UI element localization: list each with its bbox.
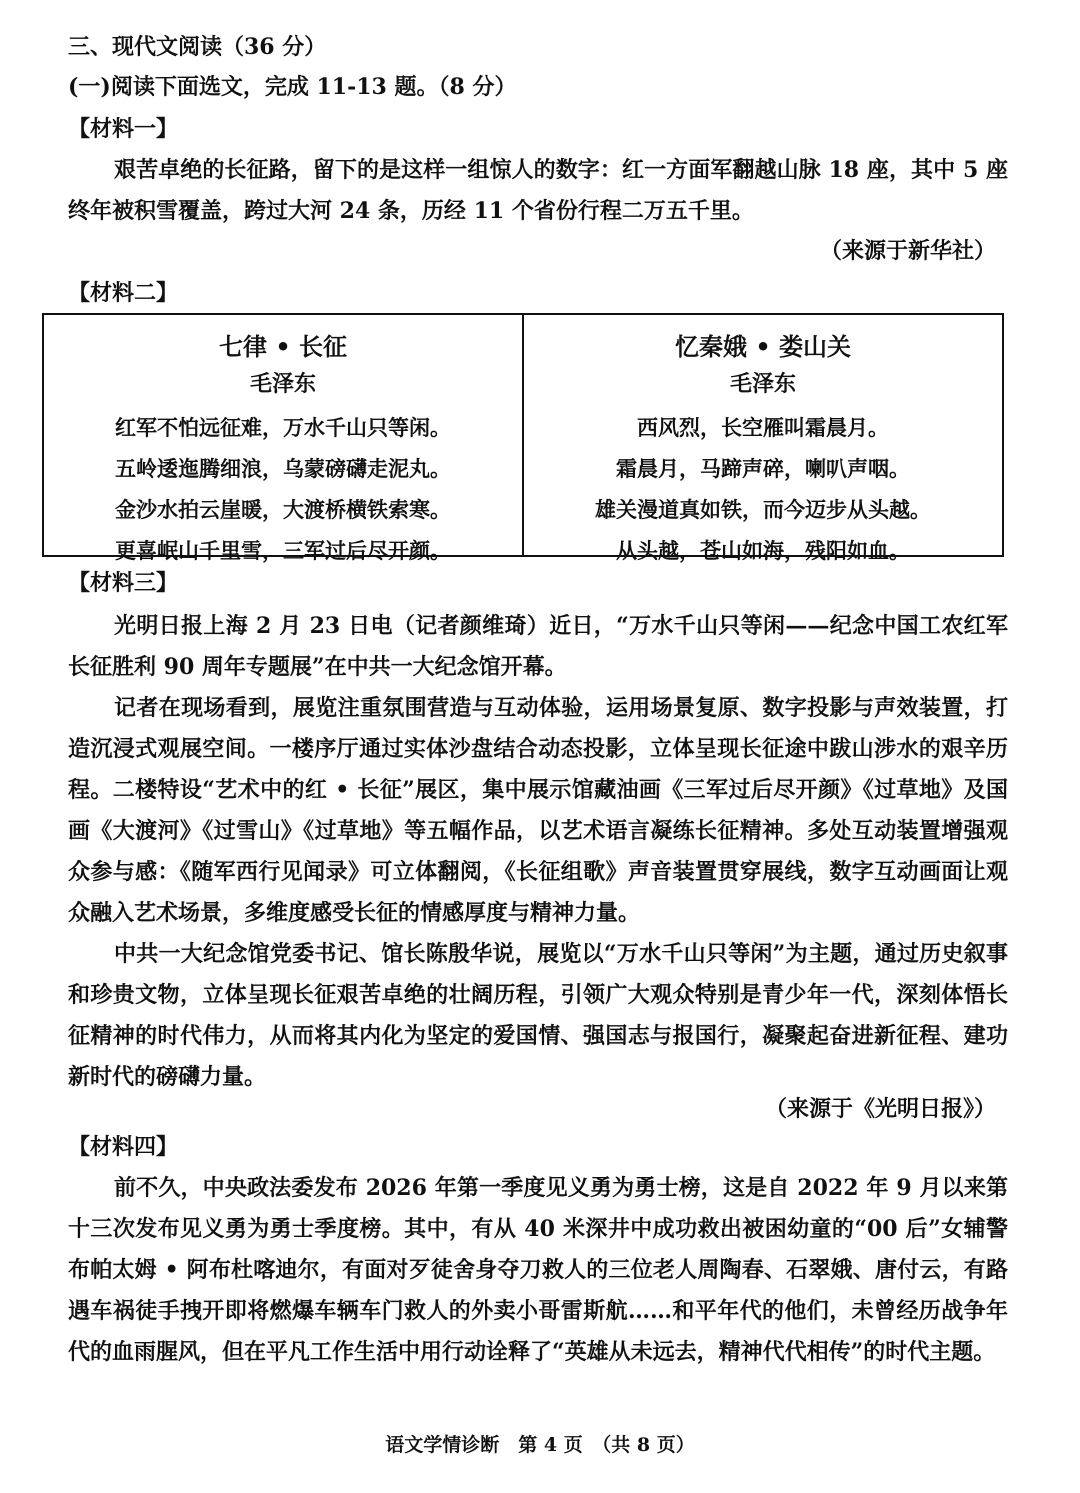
poem-author: 毛泽东 bbox=[729, 372, 796, 397]
material3-label: 【材料三】 bbox=[68, 570, 179, 596]
poem-title: 七律 • 长征 bbox=[218, 333, 348, 361]
material3-paragraph: 中共一大纪念馆党委书记、馆长陈殷华说，展览以“万水千山只等闲”为主题，通过历史叙事和珍贵文物，立体呈现长征艰苦卓绝的壮阔历程，引领广大观众特别是青少年一代，深刻体悟长征精神的时代伟力，从而将其内化为坚定的爱国情、强国志与报国行，凝聚起奋进新征程、建功新时代的磅礴力量。 bbox=[68, 941, 1008, 1090]
poem-lines bbox=[44, 407, 522, 571]
poem-line: 红军不怕远征难，万水千山只等闲。 bbox=[115, 415, 451, 440]
poem-line: 更喜岷山千里雪，三军过后尽开颜。 bbox=[115, 538, 451, 563]
poem-author: 毛泽东 bbox=[249, 372, 316, 397]
material3-paragraph: 光明日报上海 2 月 23 日电（记者颜维琦）近日，“万水千山只等闲——纪念中国工农红军长征胜利 90 周年专题展”在中共一大纪念馆开幕。 bbox=[68, 613, 1008, 680]
material2-label: 【材料二】 bbox=[68, 280, 179, 306]
poem-title: 忆秦娥 • 娄山关 bbox=[674, 333, 852, 361]
poem-lines bbox=[524, 407, 1002, 571]
material1-source: （来源于新华社） bbox=[819, 238, 996, 264]
material4-label: 【材料四】 bbox=[68, 1134, 179, 1160]
poem-changzheng bbox=[44, 315, 522, 563]
poem-line: 西风烈，长空雁叫霜晨月。 bbox=[637, 415, 889, 440]
material1-label: 【材料一】 bbox=[68, 116, 179, 142]
section-title: 三、现代文阅读（36 分） bbox=[68, 34, 327, 60]
material3-source: （来源于《光明日报》） bbox=[764, 1096, 996, 1122]
poem-line: 金沙水拍云崖暖，大渡桥横铁索寒。 bbox=[115, 497, 451, 522]
sub-title: (一)阅读下面选文，完成 11-13 题。（8 分） bbox=[68, 74, 517, 100]
poem-line: 从头越，苍山如海，残阳如血。 bbox=[616, 538, 910, 563]
poem-table bbox=[42, 313, 1004, 563]
poem-line: 霜晨月，马蹄声碎，喇叭声咽。 bbox=[616, 456, 910, 481]
page-footer: 语文学情诊断 第 4 页 （共 8 页） bbox=[385, 1434, 695, 1456]
material3-paragraph: 记者在现场看到，展览注重氛围营造与互动体验，运用场景复原、数字投影与声效装置，打造沉浸式观展空间。一楼序厅通过实体沙盘结合动态投影，立体呈现长征途中跋山涉水的艰辛历程。二楼特设“艺术中的红 • 长征”展区，集中展示馆藏油画《三军过后尽开颜》《过草地》及国画《大渡河》《过雪山》《过草地》等五幅作品，以艺术语言凝练长征精神。多处互动装置增强观众参与感：《随军西行见闻录》可立体翻阅，《长征组歌》声音装置贯穿展线，数字互动画面让观众融入艺术场景，多维度感受长征的情感厚度与精神力量。 bbox=[68, 695, 1008, 926]
poem-loushanguan bbox=[522, 315, 1002, 563]
material1-text: 艰苦卓绝的长征路，留下的是这样一组惊人的数字：红一方面军翻越山脉 18 座，其中 5 座终年被积雪覆盖，跨过大河 24 条，历经 11 个省份行程二万五千里。 bbox=[68, 157, 1008, 224]
material4-text: 前不久，中央政法委发布 2026 年第一季度见义勇为勇士榜，这是自 2022 年 9 月以来第十三次发布见义勇为勇士季度榜。其中，有从 40 米深井中成功救出被困幼童的“00 后”女辅警布帕太姆 • 阿布杜喀迪尔，有面对歹徒舍身夺刀救人的三位老人周陶春、石翠娥、唐付云，有路遇车祸徒手拽开即将燃爆车辆车门救人的外卖小哥雷斯航……和平年代的他们，未曾经历战争年代的血雨腥风，但在平凡工作生活中用行动诠释了“英雄从未远去，精神代代相传”的时代主题。 bbox=[68, 1175, 1008, 1365]
poem-line: 五岭逶迤腾细浪，乌蒙磅礴走泥丸。 bbox=[115, 456, 451, 481]
poem-line: 雄关漫道真如铁，而今迈步从头越。 bbox=[595, 497, 931, 522]
